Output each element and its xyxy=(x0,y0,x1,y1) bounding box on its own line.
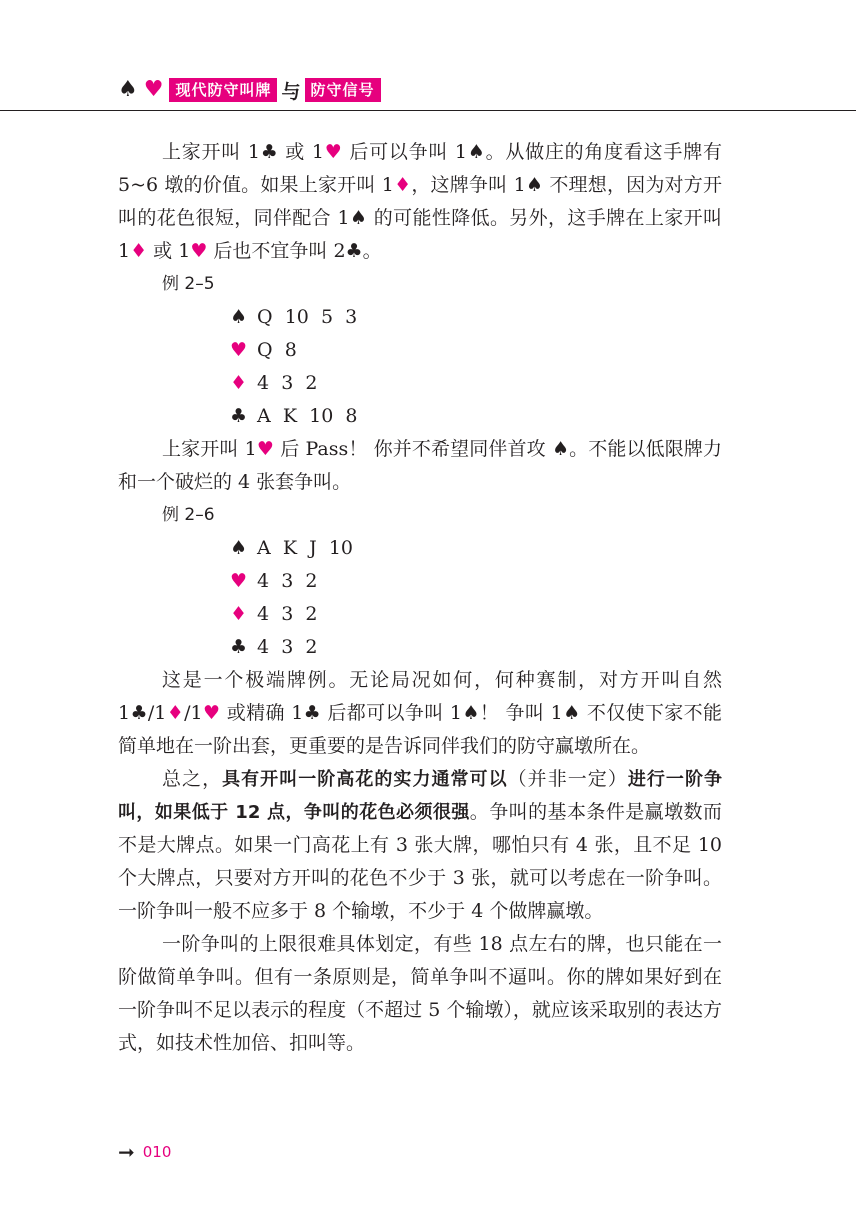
paragraph-4 xyxy=(118,763,722,928)
club-icon: ♣ xyxy=(303,702,322,724)
text-run: 这是一个极端牌例。无论局况如何，何种赛制，对方开叫自然 1 xyxy=(118,669,722,724)
heart-icon: ♥ xyxy=(230,339,248,361)
spade-icon: ♠ xyxy=(551,438,570,460)
cards: 4 3 2 xyxy=(257,603,318,625)
text-run: 或精确 1 xyxy=(220,702,304,724)
text-run: 后可以争叫 1 xyxy=(342,141,468,163)
paragraph-1 xyxy=(118,136,722,268)
hand-row-clubs xyxy=(230,631,722,664)
club-icon: ♣ xyxy=(345,240,363,262)
heart-icon: ♥ xyxy=(190,240,208,262)
text-run: 或 1 xyxy=(147,240,191,262)
text-run: 总之， xyxy=(162,768,223,790)
header-rule xyxy=(0,110,856,111)
spade-icon: ♠ xyxy=(562,702,581,724)
page-number: 010 xyxy=(142,1143,172,1161)
text-run: （并非一定） xyxy=(507,768,628,790)
hand-row-hearts xyxy=(230,334,722,367)
spade-icon: ♠ xyxy=(118,77,138,102)
heart-icon: ♥ xyxy=(202,702,221,724)
text-run: /1 xyxy=(184,702,203,724)
text-run: 上家开叫 1 xyxy=(162,141,260,163)
arrow-right-icon: ➞ xyxy=(118,1140,135,1164)
text-run: 后 Pass！ 你并不希望同伴首攻 xyxy=(274,438,552,460)
diamond-icon: ♦ xyxy=(130,240,148,262)
header-title-part2: 防守信号 xyxy=(305,78,381,102)
cards: A K J 10 xyxy=(257,537,353,559)
heart-icon: ♥ xyxy=(143,77,164,102)
spade-icon: ♠ xyxy=(462,702,480,724)
heart-icon: ♥ xyxy=(256,438,275,460)
spade-icon: ♠ xyxy=(230,537,248,559)
text-run: 上家开叫 1 xyxy=(162,438,257,460)
diamond-icon: ♦ xyxy=(393,174,412,196)
bold-text-run: 具有开叫一阶高花的实力通常可以 xyxy=(222,769,508,790)
club-icon: ♣ xyxy=(230,405,248,427)
heart-icon: ♥ xyxy=(230,570,248,592)
bold-text-run: 进行一阶争叫，如果低于 12 点，争叫的花色必须很强 xyxy=(118,769,722,823)
hand-row-spades xyxy=(230,301,722,334)
example-label: 例 2–5 xyxy=(162,274,215,294)
text-run: 。 xyxy=(362,240,382,262)
paragraph-2 xyxy=(118,433,722,499)
text-run: 或 1 xyxy=(278,141,324,163)
spade-icon: ♠ xyxy=(230,306,248,328)
hand-row-diamonds xyxy=(230,367,722,400)
club-icon: ♣ xyxy=(230,636,248,658)
text-run: 后都可以争叫 1 xyxy=(321,702,463,724)
diamond-icon: ♦ xyxy=(166,702,185,724)
text-run: 后也不宜争叫 2 xyxy=(207,240,346,262)
text-run: 。不能以低限牌力和一个破烂的 4 张套争叫。 xyxy=(118,438,722,493)
spade-icon: ♠ xyxy=(467,141,486,163)
text-run: 。争叫的基本条件是赢墩数而不是大牌点。如果一门高花上有 3 张大牌，哪怕只有 4 张，且不足 10 个大牌点，只要对方开叫的花色不少于 3 张，就可以考虑在一阶争叫。一阶争叫一般不应多于 8 个输墩，不少于 4 个做牌赢墩。 xyxy=(118,801,722,922)
diamond-icon: ♦ xyxy=(230,603,248,625)
page-footer xyxy=(118,1142,171,1162)
hand-row-clubs xyxy=(230,400,722,433)
spade-icon: ♠ xyxy=(525,174,544,196)
club-icon: ♣ xyxy=(259,141,279,163)
example-label: 例 2–6 xyxy=(162,505,215,525)
hand-row-hearts xyxy=(230,565,722,598)
cards: A K 10 8 xyxy=(257,405,358,427)
hand-row-spades xyxy=(230,532,722,565)
text-run: /1 xyxy=(147,702,167,724)
hand-diagram xyxy=(118,532,722,664)
header-title-part1: 现代防守叫牌 xyxy=(169,78,277,102)
paragraph-5: 一阶争叫的上限很难具体划定，有些 18 点左右的牌，也只能在一阶做简单争叫。但有一条原则是，简单争叫不逼叫。你的牌如果好到在一阶争叫不足以表示的程度（不超过 5 个输墩），就应该采取别的表达方式，如技术性加倍、扣叫等。 xyxy=(118,933,722,1054)
heart-icon: ♥ xyxy=(323,141,343,163)
text-run: 的可能性降低。另外，这手牌在上家开叫 1 xyxy=(118,207,722,262)
hand-row-diamonds xyxy=(230,598,722,631)
paragraph-3 xyxy=(118,664,722,763)
header-join: 与 xyxy=(281,80,301,103)
diamond-icon: ♦ xyxy=(230,372,248,394)
hand-diagram xyxy=(118,301,722,433)
club-icon: ♣ xyxy=(130,702,148,724)
text-run: 不理想，因为对方开叫的花色很短，同伴配合 1 xyxy=(118,174,722,229)
text-run: ！ 争叫 1 xyxy=(479,702,563,724)
cards: 4 3 2 xyxy=(257,570,318,592)
cards: Q 10 5 3 xyxy=(257,306,358,328)
page-body xyxy=(118,136,722,1060)
running-header xyxy=(118,76,381,104)
text-run: 不仅使下家不能简单地在一阶出套，更重要的是告诉同伴我们的防守赢墩所在。 xyxy=(118,702,722,757)
text-run: 。从做庄的角度看这手牌有5~6 墩的价值。如果上家开叫 1 xyxy=(118,141,722,196)
text-run: ，这牌争叫 1 xyxy=(411,174,526,196)
spade-icon: ♠ xyxy=(349,207,368,229)
cards: 4 3 2 xyxy=(257,636,318,658)
cards: Q 8 xyxy=(257,339,297,361)
cards: 4 3 2 xyxy=(257,372,318,394)
